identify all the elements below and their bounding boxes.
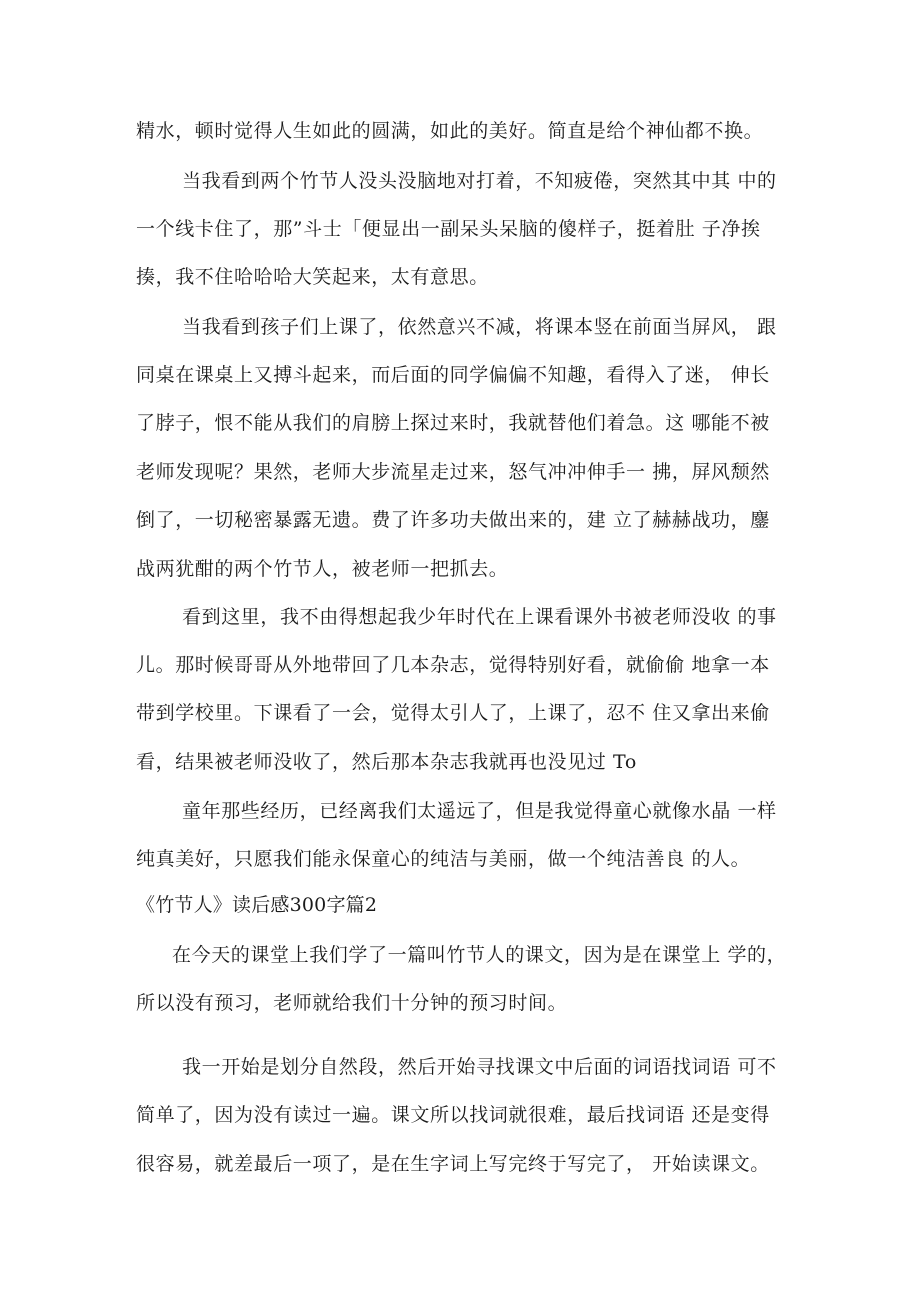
- text-line: 一个线卡住了，那”斗士「便显出一副呆头呆脑的傻样子，挺着肚 子净挨: [136, 218, 761, 240]
- text-line: 在今天的课堂上我们学了一篇叫竹节人的课文，因为是在课堂上 学的，: [172, 944, 787, 966]
- text-line: 当我看到两个竹节人没头没脑地对打着，不知疲倦，突然其中其 中的: [182, 170, 777, 192]
- text-line: 了脖子，恨不能从我们的肩膀上探过来时，我就替他们着急。这 哪能不被: [136, 412, 770, 434]
- text-line: 我一开始是划分自然段，然后开始寻找课文中后面的词语找词语 可不: [182, 1056, 777, 1078]
- text-line: 儿。那时候哥哥从外地带回了几本杂志，觉得特别好看，就偷偷 地拿一本: [136, 654, 770, 676]
- text-line: 精水，顿时觉得人生如此的圆满，如此的美好。简直是给个神仙都不换。: [136, 120, 764, 142]
- text-line: 童年那些经历，已经离我们太遥远了，但是我觉得童心就像水晶 一样: [182, 800, 777, 822]
- text-line: 看，结果被老师没收了，然后那本杂志我就再也没见过 To: [136, 751, 637, 773]
- text-line: 倒了，一切秘密暴露无遗。费了许多功夫做出来的，建 立了赫赫战功，鏖: [136, 509, 770, 531]
- text-line: 很容易，就差最后一项了，是在生字词上写完终于写完了， 开始读课文。: [136, 1153, 770, 1175]
- text-line: 揍，我不住哈哈哈大笑起来，太有意思。: [136, 266, 489, 288]
- text-line: 带到学校里。下课看了一会，觉得太引人了，上课了，忍不 住又拿出来偷: [136, 702, 770, 724]
- text-line: 纯真美好，只愿我们能永保童心的纯洁与美丽，做一个纯洁善良 的人。: [136, 848, 751, 870]
- text-line: 所以没有预习，老师就给我们十分钟的预习时间。: [136, 992, 568, 1014]
- text-line: 同桌在课桌上又搏斗起来，而后面的同学偏偏不知趣，看得入了迷， 伸长: [136, 364, 770, 386]
- section-heading: 《竹节人》读后感300字篇2: [136, 894, 378, 916]
- text-line: 战两犹酣的两个竹节人，被老师一把抓去。: [136, 558, 509, 580]
- text-line: 简单了，因为没有读过一遍。课文所以找词就很难，最后找词语 还是变得: [136, 1104, 770, 1126]
- text-line: 看到这里，我不由得想起我少年时代在上课看课外书被老师没收 的事: [182, 606, 777, 628]
- text-line: 老师发现呢？果然，老师大步流星走过来，怒气冲冲伸手一 拂，屏风颓然: [136, 461, 770, 483]
- text-line: 当我看到孩子们上课了，依然意兴不减，将课本竖在前面当屏风， 跟: [182, 316, 777, 338]
